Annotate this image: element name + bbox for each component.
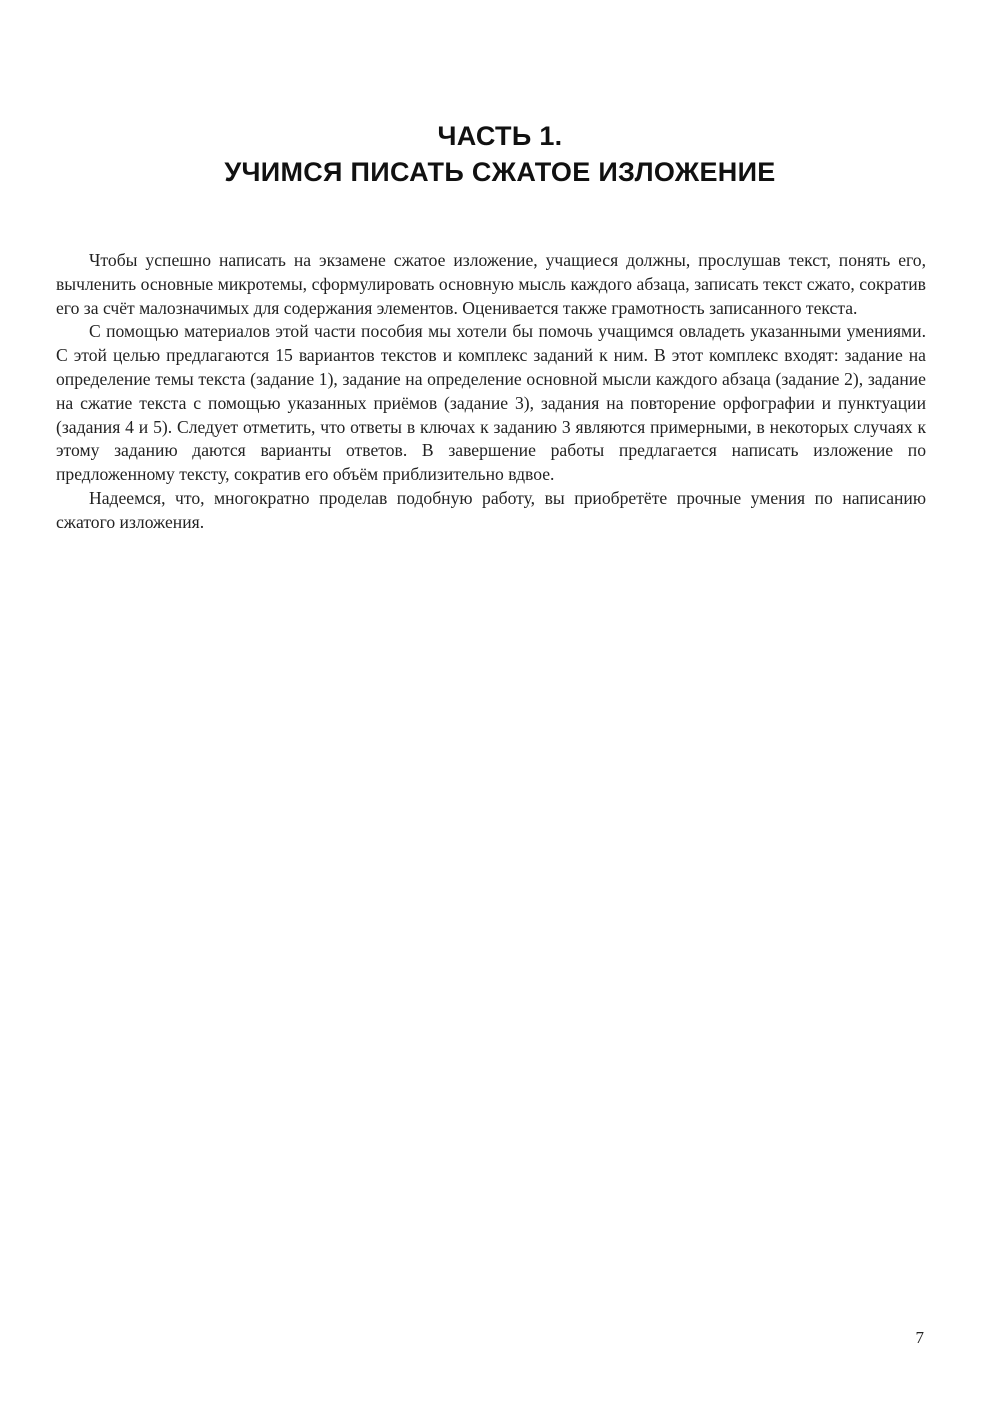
chapter-title: УЧИМСЯ ПИСАТЬ СЖАТОЕ ИЗЛОЖЕНИЕ xyxy=(224,157,776,187)
chapter-number: ЧАСТЬ 1. xyxy=(437,121,563,151)
page-number: 7 xyxy=(915,1328,924,1347)
paragraph: Чтобы успешно написать на экзамене сжатое изложение, учащиеся должны, прослушав текст, понять его, вычленить основные микротемы, сформулировать основную мысль каждого абзаца, записать текст сжато, сократив его за счёт малозначимых для содержания элементов. Оценивается также грамотность записанного текста. xyxy=(56,250,926,318)
paragraph: С помощью материалов этой части пособия мы хотели бы помочь учащимся овладеть указанными умениями. С этой целью предлагаются 15 вариантов текстов и комплекс заданий к ним. В этот комплекс входят: задание на определение темы текста (задание 1), задание на определение основной мысли каждого абзаца (задание 2), задание на сжатие текста с помощью указанных приёмов (задание 3), задания на повторение орфографии и пунктуации (задания 4 и 5). Следует отметить, что ответы в ключах к заданию 3 являются примерными, в некоторых случаях к этому заданию даются варианты ответов. В завершение работы предлагается написать изложение по предложенному тексту, сократив его объём приблизительно вдвое. xyxy=(56,321,926,485)
body-text xyxy=(56,249,926,535)
chapter-heading xyxy=(0,118,1000,190)
paragraph: Надеемся, что, многократно проделав подобную работу, вы приобретёте прочные умения по написанию сжатого изложения. xyxy=(56,487,926,532)
